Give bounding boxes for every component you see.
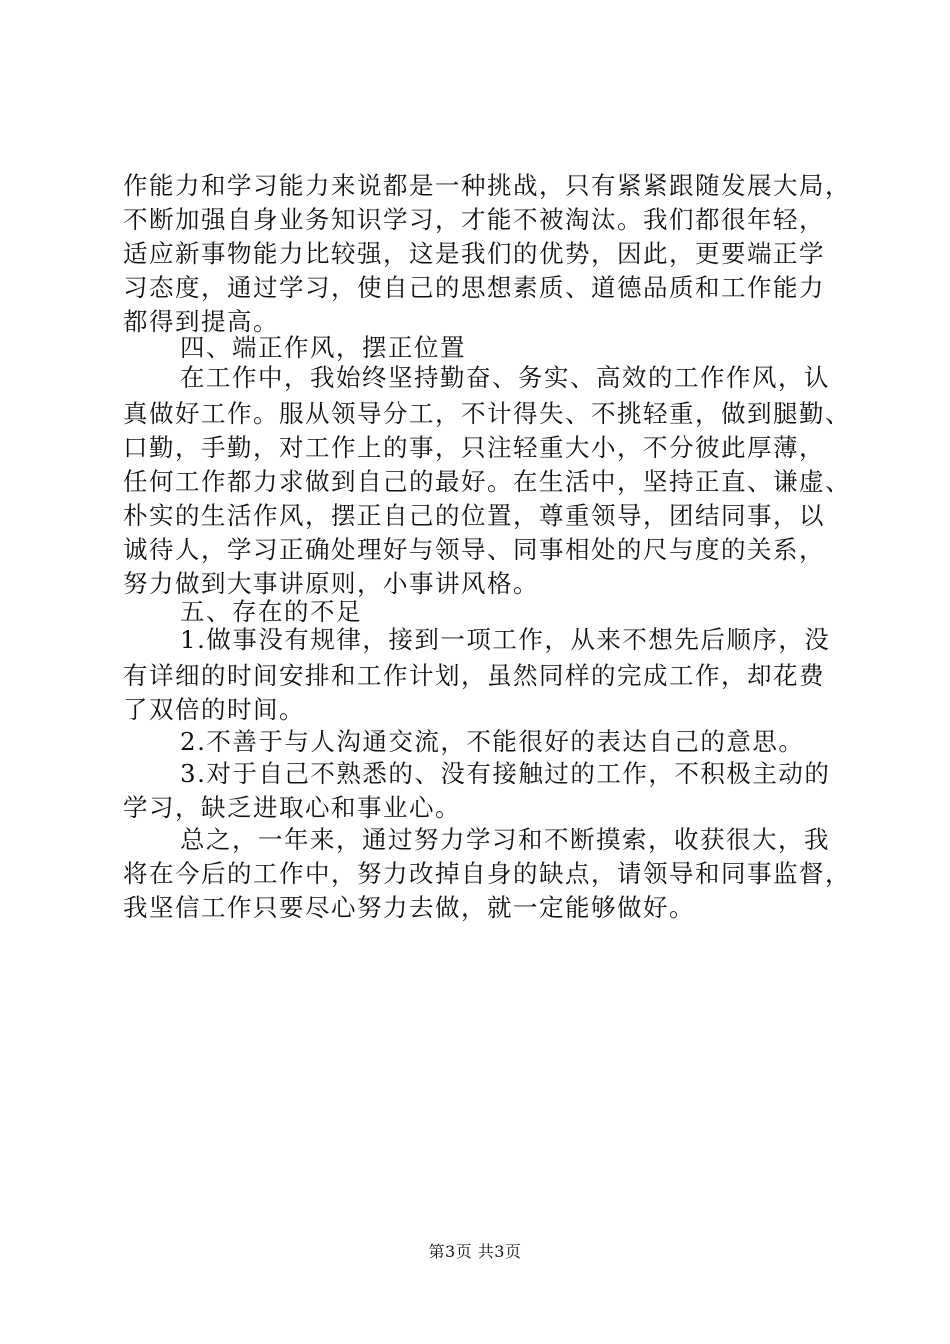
body-text-line: 1.做事没有规律，接到一项工作，从来不想先后顺序，没 xyxy=(180,625,831,654)
page-footer: 第3页 共3页 xyxy=(428,1242,522,1261)
body-text-line: 作能力和学习能力来说都是一种挑战，只有紧紧跟随发展大局， xyxy=(123,171,851,200)
body-text-line: 朴实的生活作风，摆正自己的位置，尊重领导，团结同事，以 xyxy=(123,501,825,530)
body-text-line: 3.对于自己不熟悉的、没有接触过的工作，不积极主动的 xyxy=(180,759,831,788)
body-text-line: 口勤，手勤，对工作上的事，只注轻重大小，不分彼此厚薄， xyxy=(123,433,825,462)
body-text-line: 努力做到大事讲原则，小事讲风格。 xyxy=(123,569,539,598)
body-text-line: 有详细的时间安排和工作计划，虽然同样的完成工作，却花费 xyxy=(123,661,825,690)
body-text-line: 都得到提高。 xyxy=(123,307,279,336)
body-text-line: 总之，一年来，通过努力学习和不断摸索，收获很大，我 xyxy=(180,825,830,854)
body-text-line: 诚待人，学习正确处理好与领导、同事相处的尺与度的关系， xyxy=(123,535,825,564)
section-heading: 四、端正作风，摆正位置 xyxy=(180,333,466,362)
body-text-line: 不断加强自身业务知识学习，才能不被淘汰。我们都很年轻， xyxy=(123,205,825,234)
body-text-line: 在工作中，我始终坚持勤奋、务实、高效的工作作风，认 xyxy=(180,363,830,392)
body-text-line: 任何工作都力求做到自己的最好。在生活中，坚持正直、谦虚、 xyxy=(123,467,851,496)
body-text-line: 2.不善于与人沟通交流，不能很好的表达自己的意思。 xyxy=(180,727,805,756)
body-text-line: 真做好工作。服从领导分工，不计得失、不挑轻重，做到腿勤、 xyxy=(123,399,851,428)
body-text-line: 学习，缺乏进取心和事业心。 xyxy=(123,793,461,822)
body-text-line: 习态度，通过学习，使自己的思想素质、道德品质和工作能力 xyxy=(123,273,825,302)
body-text-line: 将在今后的工作中，努力改掉自身的缺点，请领导和同事监督， xyxy=(123,859,851,888)
body-text-line: 了双倍的时间。 xyxy=(123,695,305,724)
body-text-line: 适应新事物能力比较强，这是我们的优势，因此，更要端正学 xyxy=(123,239,825,268)
section-heading: 五、存在的不足 xyxy=(180,597,362,626)
body-text-line: 我坚信工作只要尽心努力去做，就一定能够做好。 xyxy=(123,893,695,922)
